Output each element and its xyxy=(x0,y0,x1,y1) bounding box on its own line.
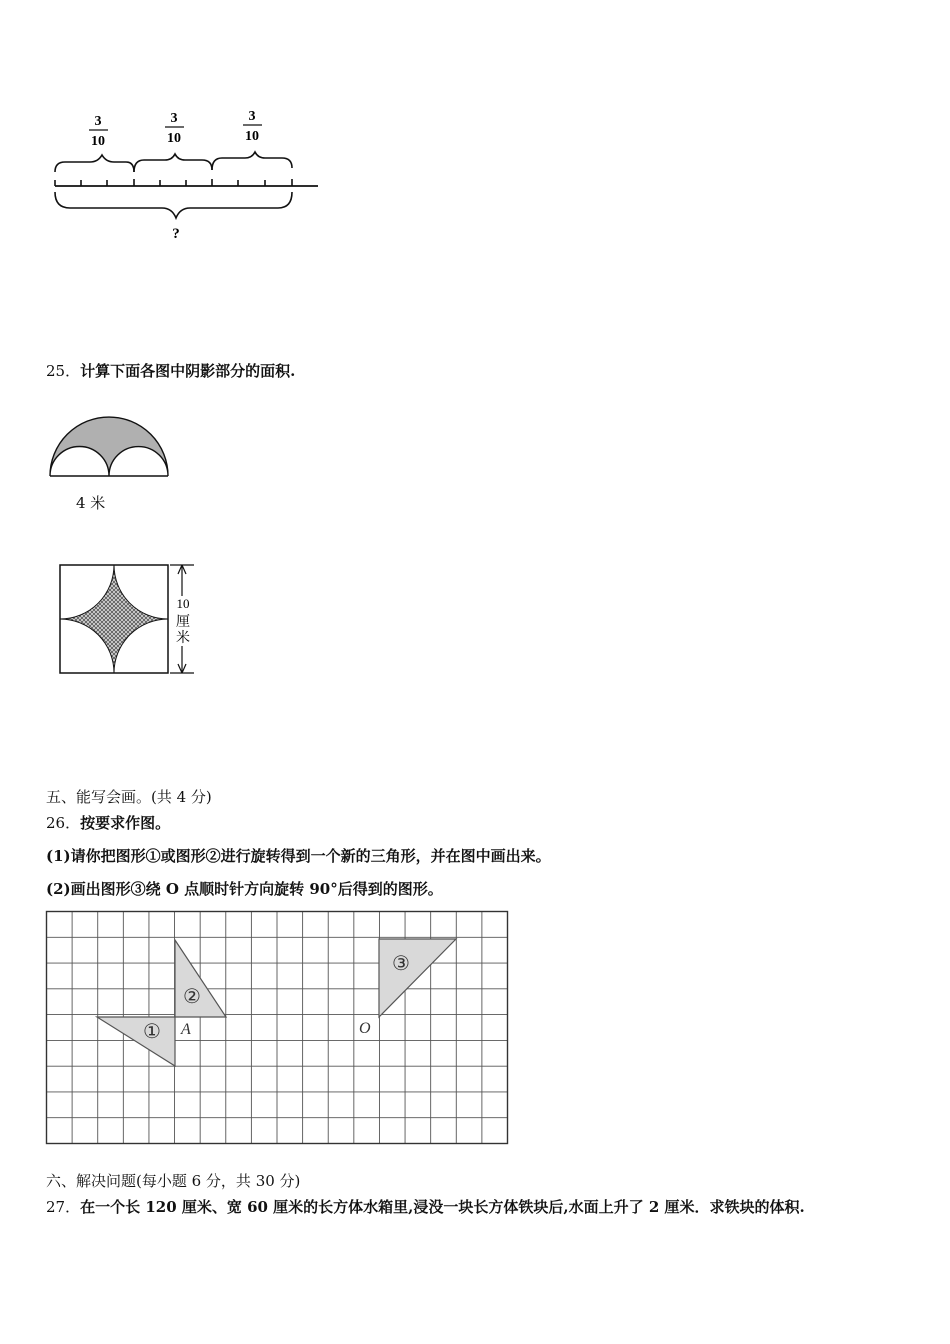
fraction-label-2 xyxy=(165,111,184,146)
fraction-label-1 xyxy=(89,114,108,149)
fraction-brace-diagram xyxy=(40,100,340,250)
point-o-label: O xyxy=(359,1020,371,1037)
rotation-grid xyxy=(45,910,509,1146)
fraction-2-numerator: 3 xyxy=(170,111,178,126)
side-length-unit-2: 米 xyxy=(176,631,190,646)
semicircle-shaded-figure xyxy=(44,398,174,482)
q26-number: 26 xyxy=(46,814,66,832)
shape-2-label: ② xyxy=(183,986,201,1008)
fraction-2-denominator: 10 xyxy=(167,131,181,146)
section-6-title: 六、解决问题(每小题 6 分，共 30 分) xyxy=(46,1172,301,1190)
q26-part-1: (1)请你把图形①或图形②进行旋转得到一个新的三角形，并在图中画出来。 xyxy=(46,847,551,865)
fraction-1-denominator: 10 xyxy=(91,134,105,149)
side-length-unit-1: 厘 xyxy=(176,615,190,630)
square-star-figure xyxy=(56,560,206,678)
section-5-title: 五、能写会画。(共 4 分) xyxy=(46,788,212,806)
fraction-label-3 xyxy=(243,109,262,144)
q27-text: 在一个长 120 厘米、宽 60 厘米的长方体水箱里,浸没一块长方体铁块后,水面上升了 2 厘米．求铁块的体积. xyxy=(80,1198,805,1216)
fraction-3-numerator: 3 xyxy=(248,109,256,124)
semicircle-diameter-label: 4 米 xyxy=(76,494,106,512)
q25-number: 25 xyxy=(46,362,66,380)
fraction-1-numerator: 3 xyxy=(94,114,102,129)
unknown-total-label: ? xyxy=(172,226,180,242)
q26-question: 26．按要求作图。 xyxy=(46,814,171,832)
shape-3-label: ③ xyxy=(392,953,410,975)
shape-1-label: ① xyxy=(143,1021,161,1043)
triangle-shape-1 xyxy=(97,1017,175,1066)
q26-part-2: (2)画出图形③绕 O 点顺时针方向旋转 90°后得到的图形。 xyxy=(46,880,443,898)
point-a-label: A xyxy=(181,1021,191,1038)
q26-text: 按要求作图。 xyxy=(80,814,171,832)
q25-text: 计算下面各图中阴影部分的面积. xyxy=(80,362,296,380)
q27-number: 27 xyxy=(46,1198,66,1216)
q27-question: 27．在一个长 120 厘米、宽 60 厘米的长方体水箱里,浸没一块长方体铁块后,水面上升了 2 厘米．求铁块的体积. xyxy=(46,1198,805,1216)
triangle-shape-3 xyxy=(379,939,456,1017)
q25-question: 25．计算下面各图中阴影部分的面积. xyxy=(46,362,296,380)
side-length-number: 10 xyxy=(176,596,190,611)
fraction-3-denominator: 10 xyxy=(245,129,259,144)
